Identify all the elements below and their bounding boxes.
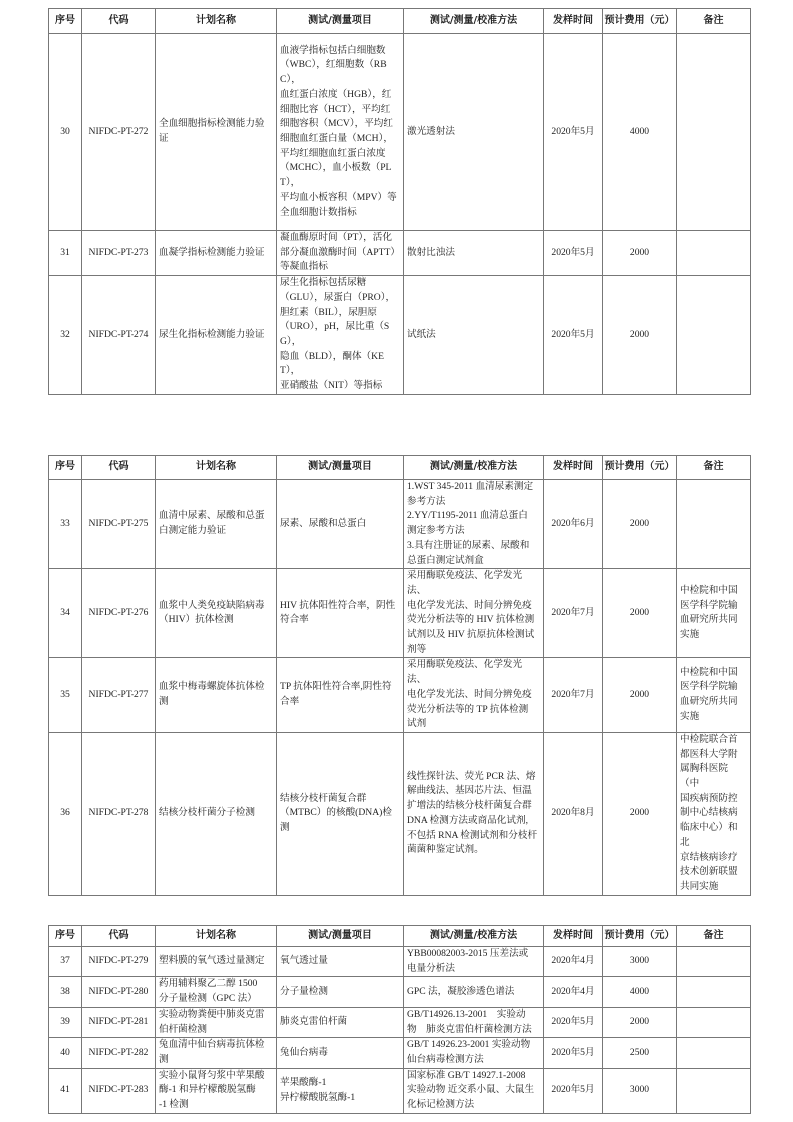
cell-method: GPC 法，凝胶渗透色谱法	[404, 977, 544, 1007]
cell-time: 2020年7月	[544, 658, 603, 733]
cell-item: 兔仙台病毒	[277, 1038, 404, 1068]
cell-fee: 2000	[603, 658, 677, 733]
cell-no: 34	[49, 569, 82, 658]
cell-method: 试纸法	[404, 276, 544, 395]
cell-name: 尿生化指标检测能力验证	[156, 276, 277, 395]
cell-time: 2020年6月	[544, 480, 603, 569]
cell-note: 中检院联合首 都医科大学附 属胸科医院（中 国疾病预防控 制中心结核病 临床中心）和北 京结核病诊疗 技术创新联盟 共同实施	[677, 732, 751, 895]
column-header-fee: 预计费用（元）	[603, 926, 677, 947]
column-header-method: 测试/测量/校准方法	[404, 9, 544, 34]
cell-code: NIFDC-PT-275	[82, 480, 156, 569]
column-header-note: 备注	[677, 926, 751, 947]
table-row	[49, 276, 751, 395]
column-header-note: 备注	[677, 456, 751, 480]
cell-code: NIFDC-PT-283	[82, 1068, 156, 1113]
cell-name: 血浆中梅毒螺旋体抗体检 测	[156, 658, 277, 733]
cell-no: 35	[49, 658, 82, 733]
cell-name: 兔血清中仙台病毒抗体检 测	[156, 1038, 277, 1068]
cell-fee: 3000	[603, 947, 677, 977]
cell-time: 2020年8月	[544, 732, 603, 895]
cell-name: 血清中尿素、尿酸和总蛋 白测定能力验证	[156, 480, 277, 569]
table-row	[49, 480, 751, 569]
cell-name: 塑料膜的氧气透过量测定	[156, 947, 277, 977]
cell-item: 尿素、尿酸和总蛋白	[277, 480, 404, 569]
cell-note	[677, 231, 751, 276]
column-header-code: 代码	[82, 456, 156, 480]
cell-name: 全血细胞指标检测能力验 证	[156, 34, 277, 231]
column-header-note: 备注	[677, 9, 751, 34]
cell-fee: 2000	[603, 276, 677, 395]
column-header-name: 计划名称	[156, 456, 277, 480]
plan-table-1	[48, 8, 751, 395]
cell-code: NIFDC-PT-280	[82, 977, 156, 1007]
column-header-time: 发样时间	[544, 926, 603, 947]
cell-note: 中检院和中国 医学科学院输 血研究所共同 实施	[677, 569, 751, 658]
cell-code: NIFDC-PT-282	[82, 1038, 156, 1068]
cell-note: 中检院和中国 医学科学院输 血研究所共同 实施	[677, 658, 751, 733]
header-row	[49, 926, 751, 947]
cell-note	[677, 1007, 751, 1037]
cell-name: 实验动物粪便中肺炎克雷 伯杆菌检测	[156, 1007, 277, 1037]
cell-method: 散射比浊法	[404, 231, 544, 276]
cell-fee: 2500	[603, 1038, 677, 1068]
table-row	[49, 658, 751, 733]
cell-item: 尿生化指标包括尿糖 （GLU），尿蛋白（PRO）， 胆红素（BIL），尿胆原 （URO），pH，尿比重（SG）， 隐血（BLD），酮体（KET）， 亚硝酸盐（NIT）等指标	[277, 276, 404, 395]
column-header-no: 序号	[49, 456, 82, 480]
column-header-time: 发样时间	[544, 9, 603, 34]
cell-method: 国家标准 GB/T 14927.1-2008 实验动物 近交系小鼠、大鼠生 化标记检测方法	[404, 1068, 544, 1113]
column-header-no: 序号	[49, 9, 82, 34]
cell-time: 2020年7月	[544, 569, 603, 658]
cell-method: 激光透射法	[404, 34, 544, 231]
cell-no: 36	[49, 732, 82, 895]
cell-item: 结核分枝杆菌复合群 （MTBC）的核酸(DNA)检测	[277, 732, 404, 895]
plan-table-2	[48, 455, 751, 896]
cell-fee: 2000	[603, 732, 677, 895]
cell-time: 2020年5月	[544, 231, 603, 276]
column-header-name: 计划名称	[156, 926, 277, 947]
table-row	[49, 947, 751, 977]
cell-code: NIFDC-PT-272	[82, 34, 156, 231]
cell-method: GB/T 14926.23-2001 实验动物 仙台病毒检测方法	[404, 1038, 544, 1068]
cell-item: 氧气透过量	[277, 947, 404, 977]
header-row	[49, 456, 751, 480]
cell-fee: 2000	[603, 569, 677, 658]
cell-code: NIFDC-PT-273	[82, 231, 156, 276]
column-header-code: 代码	[82, 926, 156, 947]
cell-note	[677, 1038, 751, 1068]
cell-no: 38	[49, 977, 82, 1007]
table-row	[49, 34, 751, 231]
cell-no: 39	[49, 1007, 82, 1037]
cell-fee: 3000	[603, 1068, 677, 1113]
cell-no: 37	[49, 947, 82, 977]
cell-name: 血浆中人类免疫缺陷病毒 （HIV）抗体检测	[156, 569, 277, 658]
cell-item: 肺炎克雷伯杆菌	[277, 1007, 404, 1037]
cell-note	[677, 480, 751, 569]
cell-time: 2020年5月	[544, 1007, 603, 1037]
column-header-item: 测试/测量项目	[277, 9, 404, 34]
column-header-code: 代码	[82, 9, 156, 34]
cell-no: 41	[49, 1068, 82, 1113]
cell-fee: 2000	[603, 1007, 677, 1037]
cell-no: 40	[49, 1038, 82, 1068]
cell-no: 33	[49, 480, 82, 569]
cell-method: 采用酶联免疫法、化学发光法、 电化学发光法、时间分辨免疫 荧光分析法等的 TP 抗体检测 试剂	[404, 658, 544, 733]
cell-item: 血液学指标包括白细胞数 （WBC），红细胞数（RBC）， 血红蛋白浓度（HGB），红 细胞比容（HCT），平均红 细胞容积（MCV），平均红 细胞血红蛋白量（MCH）， 平均红细胞血红蛋白浓度 （MCHC），血小板数（PLT）， 平均血小板容积（MPV）等 全血细胞计数指标	[277, 34, 404, 231]
cell-code: NIFDC-PT-277	[82, 658, 156, 733]
column-header-fee: 预计费用（元）	[603, 456, 677, 480]
cell-note	[677, 276, 751, 395]
cell-code: NIFDC-PT-278	[82, 732, 156, 895]
table-row	[49, 977, 751, 1007]
cell-method: 采用酶联免疫法、化学发光法、 电化学发光法、时间分辨免疫 荧光分析法等的 HIV 抗体检测 试剂以及 HIV 抗原抗体检测试 剂等	[404, 569, 544, 658]
cell-time: 2020年4月	[544, 977, 603, 1007]
cell-note	[677, 34, 751, 231]
cell-item: 凝血酶原时间（PT），活化 部分凝血激酶时间（APTT） 等凝血指标	[277, 231, 404, 276]
cell-name: 药用辅料聚乙二醇 1500 分子量检测（GPC 法）	[156, 977, 277, 1007]
cell-name: 结核分枝杆菌分子检测	[156, 732, 277, 895]
header-row	[49, 9, 751, 34]
table-row	[49, 1068, 751, 1113]
cell-name: 实验小鼠肾匀浆中苹果酸 酶-1 和异柠檬酸脱氢酶 -1 检测	[156, 1068, 277, 1113]
plan-table-3	[48, 925, 751, 1114]
cell-method: 1.WST 345-2011 血清尿素测定 参考方法 2.YY/T1195-2011 血清总蛋白 测定参考方法 3.具有注册证的尿素、尿酸和 总蛋白测定试剂盒	[404, 480, 544, 569]
column-header-time: 发样时间	[544, 456, 603, 480]
cell-code: NIFDC-PT-274	[82, 276, 156, 395]
column-header-name: 计划名称	[156, 9, 277, 34]
cell-note	[677, 947, 751, 977]
cell-fee: 2000	[603, 231, 677, 276]
column-header-method: 测试/测量/校准方法	[404, 926, 544, 947]
cell-fee: 4000	[603, 977, 677, 1007]
cell-item: HIV 抗体阳性符合率，阴性 符合率	[277, 569, 404, 658]
cell-note	[677, 1068, 751, 1113]
column-header-method: 测试/测量/校准方法	[404, 456, 544, 480]
column-header-fee: 预计费用（元）	[603, 9, 677, 34]
cell-method: 线性探针法、荧光 PCR 法、熔 解曲线法、基因芯片法、恒温 扩增法的结核分枝杆菌复合群 DNA 检测方法或商品化试剂, 不包括 RNA 检测试剂和分枝杆 菌菌种鉴定试剂。	[404, 732, 544, 895]
cell-fee: 4000	[603, 34, 677, 231]
table-row	[49, 231, 751, 276]
cell-no: 31	[49, 231, 82, 276]
table-row	[49, 569, 751, 658]
cell-time: 2020年5月	[544, 1068, 603, 1113]
cell-code: NIFDC-PT-281	[82, 1007, 156, 1037]
cell-no: 30	[49, 34, 82, 231]
table-row	[49, 1038, 751, 1068]
cell-time: 2020年5月	[544, 1038, 603, 1068]
cell-time: 2020年5月	[544, 34, 603, 231]
cell-time: 2020年4月	[544, 947, 603, 977]
cell-item: TP 抗体阳性符合率,阴性符 合率	[277, 658, 404, 733]
column-header-item: 测试/测量项目	[277, 456, 404, 480]
cell-code: NIFDC-PT-279	[82, 947, 156, 977]
cell-fee: 2000	[603, 480, 677, 569]
cell-note	[677, 977, 751, 1007]
table-row	[49, 1007, 751, 1037]
cell-method: GB/T14926.13-2001 实验动 物 肺炎克雷伯杆菌检测方法	[404, 1007, 544, 1037]
cell-no: 32	[49, 276, 82, 395]
cell-item: 苹果酸酶-1 异柠檬酸脱氢酶-1	[277, 1068, 404, 1113]
cell-time: 2020年5月	[544, 276, 603, 395]
column-header-no: 序号	[49, 926, 82, 947]
cell-method: YBB00082003-2015 压差法或 电量分析法	[404, 947, 544, 977]
column-header-item: 测试/测量项目	[277, 926, 404, 947]
cell-code: NIFDC-PT-276	[82, 569, 156, 658]
table-row	[49, 732, 751, 895]
cell-name: 血凝学指标检测能力验证	[156, 231, 277, 276]
cell-item: 分子量检测	[277, 977, 404, 1007]
